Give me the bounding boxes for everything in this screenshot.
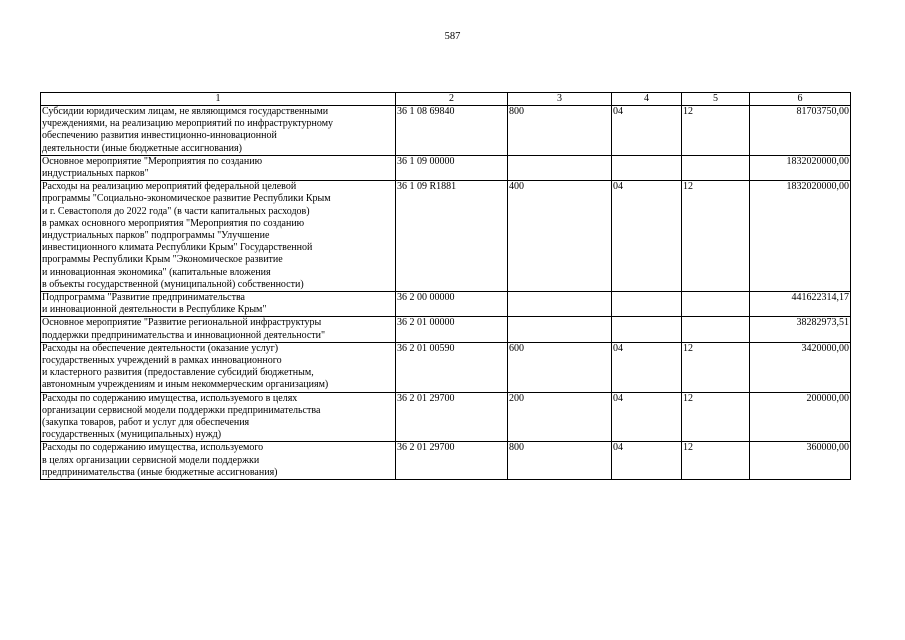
table-row (41, 442, 851, 480)
row-expense-type (508, 155, 612, 180)
header-col-4: 4 (612, 93, 682, 106)
row-subsection: 12 (682, 342, 750, 392)
row-expense-type: 400 (508, 181, 612, 292)
row-sum: 1832020000,00 (750, 181, 851, 292)
row-expense-type (508, 292, 612, 317)
row-expense-type: 600 (508, 342, 612, 392)
row-section: 04 (612, 181, 682, 292)
table-row (41, 106, 851, 156)
row-sum: 38282973,51 (750, 317, 851, 342)
row-subsection: 12 (682, 106, 750, 156)
row-expense-type: 800 (508, 106, 612, 156)
row-sum: 441622314,17 (750, 292, 851, 317)
row-sum: 81703750,00 (750, 106, 851, 156)
table-row (41, 292, 851, 317)
budget-table (40, 92, 851, 480)
row-expense-type (508, 317, 612, 342)
header-col-6: 6 (750, 93, 851, 106)
header-col-3: 3 (508, 93, 612, 106)
table-row (41, 155, 851, 180)
row-name: Расходы на обеспечение деятельности (оказание услуг) государственных учреждений в рамках инновационного и кластерного развития (предоставление субсидий бюджетным, автономным учреждениям и иным некоммерческим организациям) (41, 342, 396, 392)
row-subsection: 12 (682, 442, 750, 480)
row-name: Основное мероприятие "Мероприятия по созданию индустриальных парков" (41, 155, 396, 180)
row-sum: 200000,00 (750, 392, 851, 442)
row-name: Расходы по содержанию имущества, используемого в целях организации сервисной модели поддержки предпринимательства (закупка товаров, работ и услуг для обеспечения государственных (муниципальных) нужд) (41, 392, 396, 442)
row-name: Расходы по содержанию имущества, используемого в целях организации сервисной модели поддержки предпринимательства (иные бюджетные ассигнования) (41, 442, 396, 480)
row-sum: 360000,00 (750, 442, 851, 480)
row-section: 04 (612, 106, 682, 156)
table-header-row (41, 93, 851, 106)
row-expense-type: 200 (508, 392, 612, 442)
row-subsection (682, 292, 750, 317)
header-col-1: 1 (41, 93, 396, 106)
row-name: Расходы на реализацию мероприятий федеральной целевой программы "Социально-экономическое развитие Республики Крым и г. Севастополя до 2022 года" (в части капитальных расходов) в рамках основного мероприятия "Мероприятия по созданию индустриальных парков" подпрограммы "Улучшение инвестиционного климата Республики Крым" Государственной программы Республики Крым "Экономическое развитие и инновационная экономика" (капитальные вложения в объекты государственной (муниципальной) собственности) (41, 181, 396, 292)
row-name: Субсидии юридическим лицам, не являющимся государственными учреждениями, на реализацию мероприятий по инфраструктурному обеспечению развития инвестиционно-инновационной деятельности (иные бюджетные ассигнования) (41, 106, 396, 156)
page-number: 587 (444, 31, 461, 42)
row-target-code: 36 2 01 29700 (396, 392, 508, 442)
row-target-code: 36 1 09 00000 (396, 155, 508, 180)
row-target-code: 36 1 09 R1881 (396, 181, 508, 292)
row-section (612, 292, 682, 317)
row-subsection: 12 (682, 392, 750, 442)
row-section (612, 155, 682, 180)
row-expense-type: 800 (508, 442, 612, 480)
row-subsection: 12 (682, 181, 750, 292)
table-row (41, 342, 851, 392)
row-section: 04 (612, 442, 682, 480)
table-row (41, 181, 851, 292)
table-row (41, 317, 851, 342)
row-target-code: 36 2 01 00000 (396, 317, 508, 342)
row-target-code: 36 2 01 00590 (396, 342, 508, 392)
header-col-5: 5 (682, 93, 750, 106)
row-section: 04 (612, 342, 682, 392)
row-target-code: 36 2 01 29700 (396, 442, 508, 480)
row-subsection (682, 317, 750, 342)
row-target-code: 36 2 00 00000 (396, 292, 508, 317)
row-subsection (682, 155, 750, 180)
row-section: 04 (612, 392, 682, 442)
row-sum: 3420000,00 (750, 342, 851, 392)
row-name: Подпрограмма "Развитие предпринимательства и инновационной деятельности в Республике Крым" (41, 292, 396, 317)
row-section (612, 317, 682, 342)
table-row (41, 392, 851, 442)
row-target-code: 36 1 08 69840 (396, 106, 508, 156)
row-name: Основное мероприятие "Развитие региональной инфраструктуры поддержки предпринимательства и инновационной деятельности" (41, 317, 396, 342)
header-col-2: 2 (396, 93, 508, 106)
row-sum: 1832020000,00 (750, 155, 851, 180)
